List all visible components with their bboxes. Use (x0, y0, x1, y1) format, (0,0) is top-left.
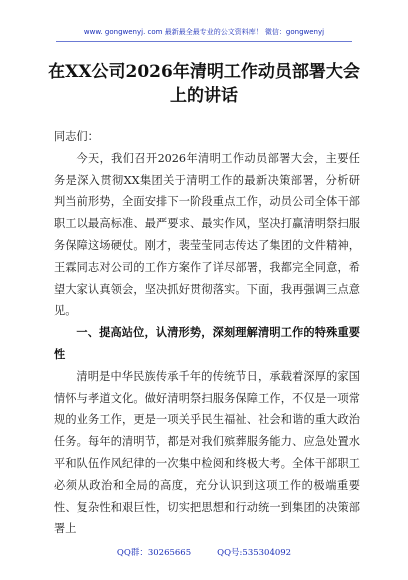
footer-contact (0, 546, 408, 558)
document-title: 在XX公司2026年清明工作动员部署大会上的讲话 (48, 62, 360, 106)
footer-qq-number: QQ号:535304092 (217, 548, 292, 558)
salutation: 同志们： (54, 130, 99, 143)
header-banner: www. gongwenyj. com 最新最全最专业的公文资料库！ 微信：gongwenyj (83, 28, 325, 36)
section-heading-1: 一、提高站位，认清形势，深刻理解清明工作的特殊重要性 (54, 326, 360, 361)
footer-qq-group: QQ群：30265665 (116, 548, 192, 558)
intro-paragraph: 今天，我们召开2026年清明工作动员部署大会，主要任务是深入贯彻XX集团关于清明工作的最新决策部署，分析研判当前形势，全面安排下一阶段重点工作，动员公司全体干部职工以最高标准、最严要求、最实作风，坚决打赢清明祭扫服务保障这场硬仗。刚才，裴莹莹同志传达了集团的文件精神，王霖同志对公司的工作方案作了详尽部署，我都完全同意，希望大家认真领会，坚决抓好贯彻落实。下面，我再强调三点意见。 (54, 151, 360, 318)
document-body (54, 126, 360, 540)
section-1-paragraph: 清明是中华民族传承千年的传统节日，承载着深厚的家国情怀与孝道文化。做好清明祭扫服务保障工作，不仅是一项常规的业务工作，更是一项关乎民生福祉、社会和谐的重大政治任务。每年的清明节，都是对我们殡葬服务能力、应急处置水平和队伍作风纪律的一次集中检阅和终极大考。全体干部职工必须从政治和全局的高度，充分认识到这项工作的极端重要性、复杂性和艰巨性，切实把思想和行动统一到集团的决策部署上 (54, 369, 360, 536)
header-divider (56, 41, 352, 42)
